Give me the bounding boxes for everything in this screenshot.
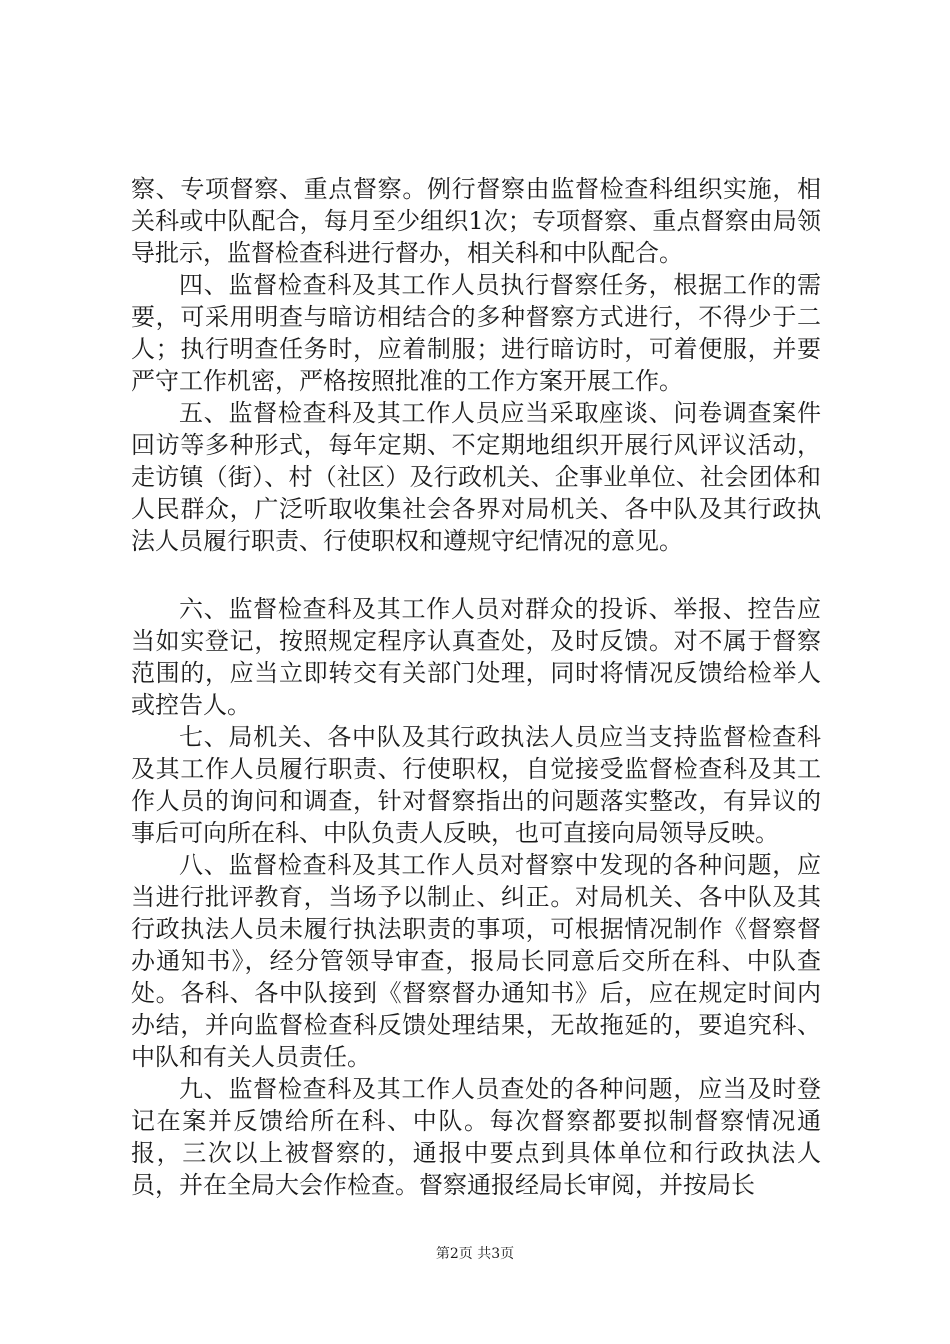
paragraph-item-7: 七、局机关、各中队及其行政执法人员应当支持监督检查科及其工作人员履行职责、行使职权，自觉接受监督检查科及其工作人员的询问和调查，针对督察指出的问题落实整改，有异议的事后可向所在科、中队负责人反映，也可直接向局领导反映。: [131, 723, 821, 847]
page-number-footer: 第2页 共3页: [435, 1246, 515, 1262]
paragraph-item-9: 九、监督检查科及其工作人员查处的各种问题，应当及时登记在案并反馈给所在科、中队。每次督察都要拟制督察情况通报，三次以上被督察的，通报中要点到具体单位和行政执法人员，并在全局大会作检查。督察通报经局长审阅，并按局长: [131, 1075, 821, 1199]
paragraph-item-4: 四、监督检查科及其工作人员执行督察任务，根据工作的需要，可采用明查与暗访相结合的多种督察方式进行，不得少于二人；执行明查任务时，应着制服；进行暗访时，可着便服，并要严守工作机密，严格按照批准的工作方案开展工作。: [131, 271, 821, 395]
paragraph-item-6: 六、监督检查科及其工作人员对群众的投诉、举报、控告应当如实登记，按照规定程序认真查处，及时反馈。对不属于督察范围的，应当立即转交有关部门处理，同时将情况反馈给检举人或控告人。: [131, 595, 821, 719]
document-body: [131, 173, 821, 1201]
paragraph-gap: [131, 557, 821, 593]
paragraph-continuation: 察、专项督察、重点督察。例行督察由监督检查科组织实施，相关科或中队配合，每月至少组织1次；专项督察、重点督察由局领导批示，监督检查科进行督办，相关科和中队配合。: [131, 175, 821, 267]
paragraph-item-8: 八、监督检查科及其工作人员对督察中发现的各种问题，应当进行批评教育，当场予以制止、纠正。对局机关、各中队及其行政执法人员未履行执法职责的事项，可根据情况制作《督察督办通知书》，经分管领导审查，报局长同意后交所在科、中队查处。各科、各中队接到《督察督办通知书》后，应在规定时间内办结，并向监督检查科反馈处理结果，无故拖延的，要追究科、中队和有关人员责任。: [131, 851, 821, 1071]
paragraph-item-5: 五、监督检查科及其工作人员应当采取座谈、问卷调查案件回访等多种形式，每年定期、不定期地组织开展行风评议活动，走访镇（街）、村（社区）及行政机关、企事业单位、社会团体和人民群众，广泛听取收集社会各界对局机关、各中队及其行政执法人员履行职责、行使职权和遵规守纪情况的意见。: [131, 399, 821, 555]
